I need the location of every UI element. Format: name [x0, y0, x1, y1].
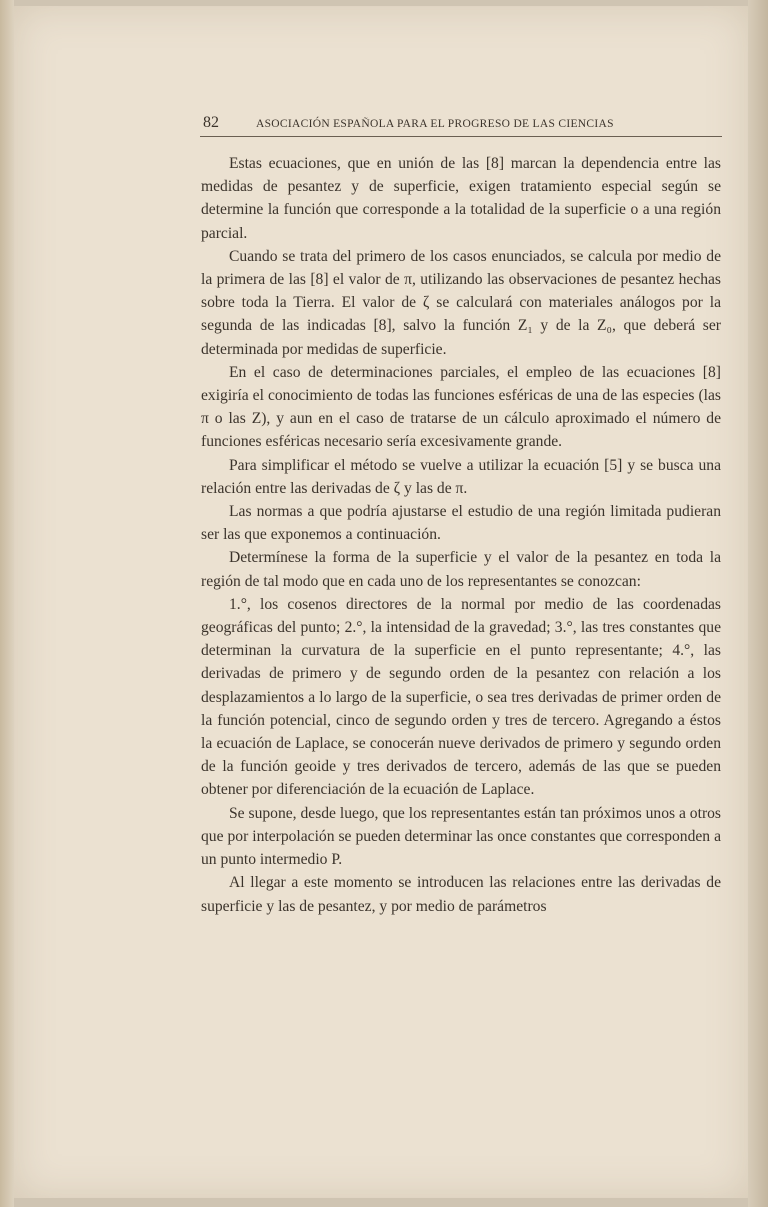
paragraph-3: En el caso de determinaciones parciales, el empleo de las ecuaciones [8] exigiría el conocimiento de todas las funciones esféricas de una de las especies (las π o las Z), y aun en el caso de tratarse de un cálculo aproximado el número de funciones esféricas necesario sería excesivamente grande. [201, 363, 721, 451]
paragraph-9: Al llegar a este momento se introducen las relaciones entre las derivadas de superficie y las de pesantez, y por medio de parámetros [201, 874, 721, 915]
paragraph-7: 1.°, los cosenos directores de la normal por medio de las coordenadas geográficas del punto; 2.°, la intensidad de la gravedad; 3.°, las tres constantes que determinan la curvatura de la superficie en el punto representante; 4.°, las derivadas de primero y de segundo orden de la pesantez con relación a los desplazamientos a lo largo de la superficie, o sea tres derivadas de primer orden de la función potencial, cinco de segundo orden y tres de tercero. Agregando a éstos la ecuación de Laplace, se conocerán nueve derivados de primero y segundo orden de la función geoide y tres derivados de tercero, además de las que se pueden obtener por diferenciación de la ecuación de Laplace. [201, 595, 721, 799]
paragraph-2: Cuando se trata del primero de los casos enunciados, se calcula por medio de la primera de las [8] el valor de π, utilizando las observaciones de pesantez hechas sobre toda la Tierra. El valor de ζ se calculará con materiales análogos por la segunda de las indicadas [8], salvo la función Z₁ y de la Z₀, que deberá ser determinada por medidas de superficie. [201, 247, 721, 358]
page-edge [748, 0, 768, 1207]
paragraph-6: Determínese la forma de la superficie y el valor de la pesantez en toda la región de tal modo que en cada uno de los representantes se conozcan: [201, 549, 721, 590]
paragraph-8: Se supone, desde luego, que los representantes están tan próximos unos a otros que por interpolación se pueden determinar las once constantes que corresponden a un punto intermedio P. [201, 804, 721, 869]
paragraph-1: Estas ecuaciones, que en unión de las [8] marcan la dependencia entre las medidas de pesantez y de superficie, exigen tratamiento especial según se determine la función que corresponde a la totalidad de la superficie o a una región parcial. [201, 155, 721, 242]
paragraph-5: Las normas a que podría ajustarse el estudio de una región limitada pudieran ser las que exponemos a continuación. [201, 503, 721, 544]
book-gutter [0, 0, 14, 1207]
page-number: 82 [203, 114, 219, 131]
paragraph-4: Para simplificar el método se vuelve a utilizar la ecuación [5] y se busca una relación entre las derivadas de ζ y las de π. [201, 456, 721, 497]
body-text [201, 152, 721, 918]
page-header [200, 114, 722, 137]
running-title: ASOCIACIÓN ESPAÑOLA PARA EL PROGRESO DE LAS CIENCIAS [256, 118, 614, 130]
